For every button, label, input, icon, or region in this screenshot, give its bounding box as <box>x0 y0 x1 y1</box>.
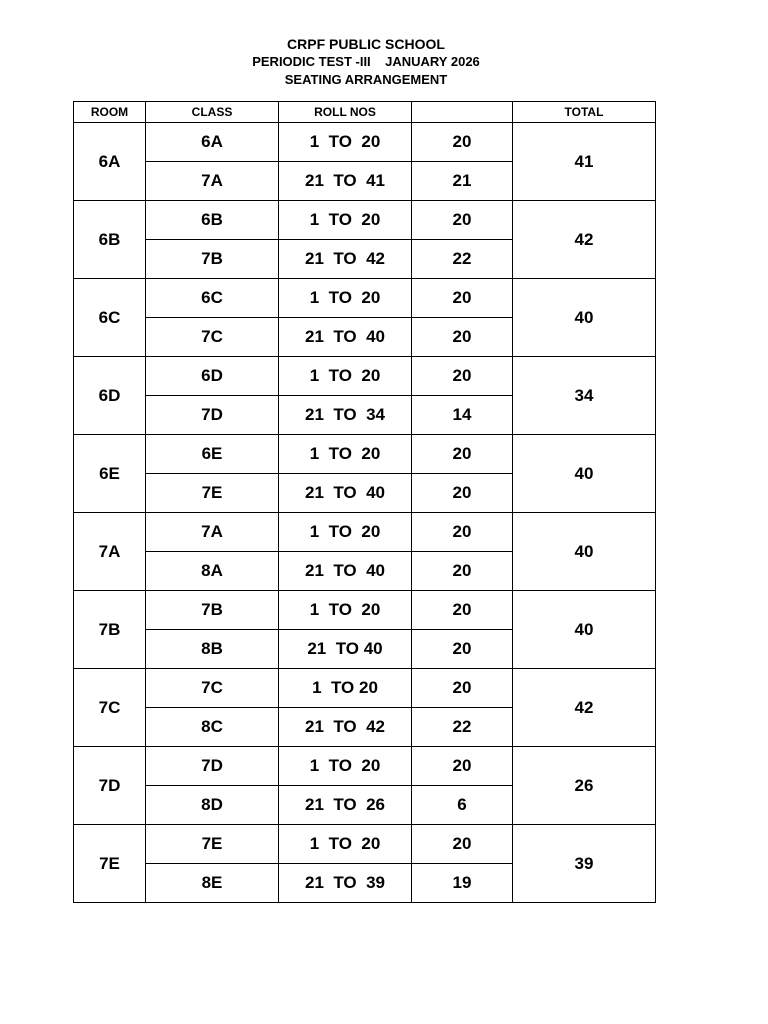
roll-nos-cell: 1 TO 20 <box>279 357 412 396</box>
total-cell: 39 <box>513 825 656 903</box>
roll-nos-cell: 21 TO 42 <box>279 240 412 279</box>
roll-nos-cell: 1 TO 20 <box>279 591 412 630</box>
room-cell: 6C <box>74 279 146 357</box>
column-header-room: ROOM <box>74 102 146 123</box>
count-cell: 20 <box>412 435 513 474</box>
count-cell: 20 <box>412 279 513 318</box>
total-cell: 42 <box>513 201 656 279</box>
column-header-class: CLASS <box>146 102 279 123</box>
roll-nos-cell: 21 TO 42 <box>279 708 412 747</box>
count-cell: 20 <box>412 825 513 864</box>
school-name: CRPF PUBLIC SCHOOL <box>287 36 445 52</box>
count-cell: 20 <box>412 123 513 162</box>
table-row <box>74 513 656 552</box>
table-row <box>74 591 656 630</box>
table-row <box>74 201 656 240</box>
roll-nos-cell: 21 TO 26 <box>279 786 412 825</box>
count-cell: 20 <box>412 513 513 552</box>
room-cell: 7E <box>74 825 146 903</box>
roll-nos-cell: 1 TO 20 <box>279 825 412 864</box>
column-header-total: TOTAL <box>513 102 656 123</box>
count-cell: 20 <box>412 552 513 591</box>
total-cell: 40 <box>513 435 656 513</box>
class-cell: 8E <box>146 864 279 903</box>
count-cell: 6 <box>412 786 513 825</box>
count-cell: 20 <box>412 630 513 669</box>
column-header-roll-nos: ROLL NOS <box>279 102 412 123</box>
count-cell: 21 <box>412 162 513 201</box>
table-row <box>74 357 656 396</box>
total-cell: 42 <box>513 669 656 747</box>
class-cell: 8D <box>146 786 279 825</box>
roll-nos-cell: 1 TO 20 <box>279 435 412 474</box>
total-cell: 40 <box>513 279 656 357</box>
class-cell: 8C <box>146 708 279 747</box>
count-cell: 19 <box>412 864 513 903</box>
class-cell: 7E <box>146 474 279 513</box>
class-cell: 6C <box>146 279 279 318</box>
roll-nos-cell: 21 TO 40 <box>279 474 412 513</box>
class-cell: 8A <box>146 552 279 591</box>
class-cell: 7C <box>146 669 279 708</box>
class-cell: 7B <box>146 240 279 279</box>
count-cell: 14 <box>412 396 513 435</box>
roll-nos-cell: 1 TO 20 <box>279 513 412 552</box>
class-cell: 6E <box>146 435 279 474</box>
room-cell: 6E <box>74 435 146 513</box>
count-cell: 20 <box>412 474 513 513</box>
count-cell: 22 <box>412 240 513 279</box>
class-cell: 7B <box>146 591 279 630</box>
room-cell: 7D <box>74 747 146 825</box>
room-cell: 6D <box>74 357 146 435</box>
count-cell: 20 <box>412 201 513 240</box>
table-row <box>74 669 656 708</box>
count-cell: 22 <box>412 708 513 747</box>
room-cell: 7A <box>74 513 146 591</box>
class-cell: 7D <box>146 396 279 435</box>
total-cell: 40 <box>513 591 656 669</box>
roll-nos-cell: 1 TO 20 <box>279 747 412 786</box>
class-cell: 6B <box>146 201 279 240</box>
count-cell: 20 <box>412 357 513 396</box>
column-header-count <box>412 102 513 123</box>
table-row <box>74 825 656 864</box>
table-row <box>74 279 656 318</box>
roll-nos-cell: 21 TO 34 <box>279 396 412 435</box>
test-title: PERIODIC TEST -III JANUARY 2026 <box>252 54 480 69</box>
table-body <box>74 123 656 903</box>
roll-nos-cell: 21 TO 40 <box>279 630 412 669</box>
count-cell: 20 <box>412 591 513 630</box>
roll-nos-cell: 1 TO 20 <box>279 123 412 162</box>
class-cell: 6D <box>146 357 279 396</box>
roll-nos-cell: 1 TO 20 <box>279 279 412 318</box>
room-cell: 7B <box>74 591 146 669</box>
table-row <box>74 747 656 786</box>
roll-nos-cell: 21 TO 40 <box>279 318 412 357</box>
room-cell: 7C <box>74 669 146 747</box>
count-cell: 20 <box>412 318 513 357</box>
class-cell: 6A <box>146 123 279 162</box>
total-cell: 40 <box>513 513 656 591</box>
roll-nos-cell: 1 TO 20 <box>279 201 412 240</box>
class-cell: 7C <box>146 318 279 357</box>
table-row <box>74 123 656 162</box>
roll-nos-cell: 1 TO 20 <box>279 669 412 708</box>
room-cell: 6B <box>74 201 146 279</box>
document-header <box>0 35 732 89</box>
table-row <box>74 435 656 474</box>
roll-nos-cell: 21 TO 41 <box>279 162 412 201</box>
class-cell: 7E <box>146 825 279 864</box>
class-cell: 7A <box>146 513 279 552</box>
seating-table <box>73 101 656 903</box>
total-cell: 41 <box>513 123 656 201</box>
document-subtitle: SEATING ARRANGEMENT <box>284 72 448 87</box>
count-cell: 20 <box>412 747 513 786</box>
roll-nos-cell: 21 TO 40 <box>279 552 412 591</box>
count-cell: 20 <box>412 669 513 708</box>
table-header-row <box>74 102 656 123</box>
total-cell: 34 <box>513 357 656 435</box>
total-cell: 26 <box>513 747 656 825</box>
class-cell: 8B <box>146 630 279 669</box>
class-cell: 7D <box>146 747 279 786</box>
roll-nos-cell: 21 TO 39 <box>279 864 412 903</box>
class-cell: 7A <box>146 162 279 201</box>
room-cell: 6A <box>74 123 146 201</box>
